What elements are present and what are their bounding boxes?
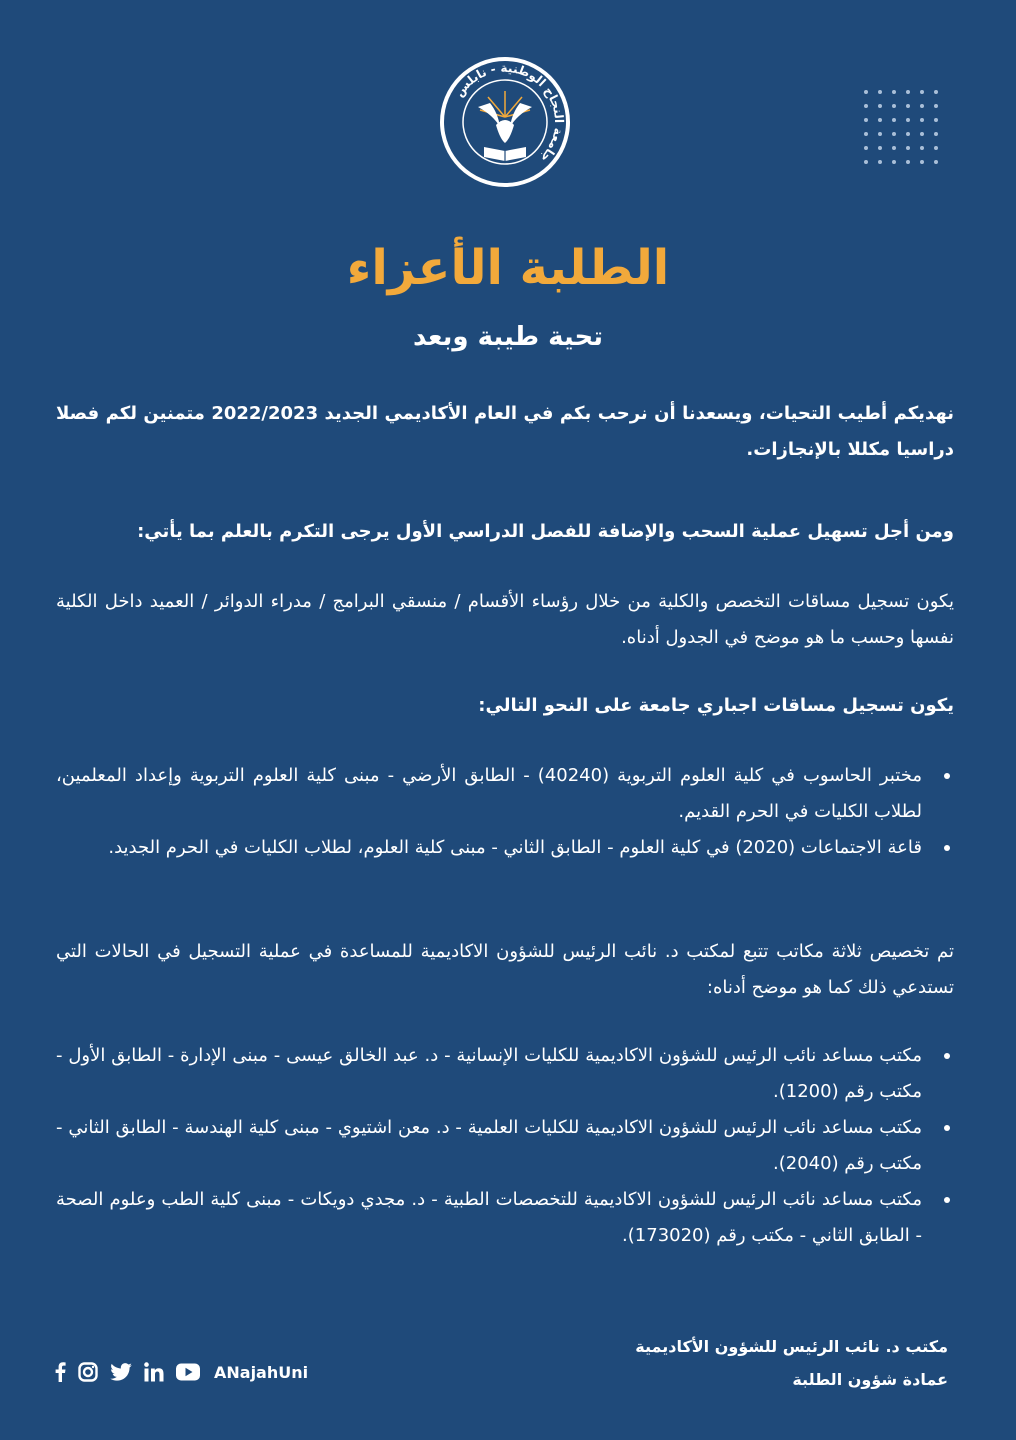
facebook-icon[interactable]	[54, 1361, 66, 1383]
signature-line-office: مكتب د. نائب الرئيس للشؤون الأكاديمية	[635, 1337, 948, 1356]
youtube-icon[interactable]	[176, 1361, 200, 1383]
signature-line-deanship: عمادة شؤون الطلبة	[792, 1370, 948, 1389]
list-item: قاعة الاجتماعات (2020) في كلية العلوم - الطابق الثاني - مبنى كلية العلوم، لطلاب الكليات في الحرم الجديد.	[56, 830, 922, 866]
list-item: مختبر الحاسوب في كلية العلوم التربوية (40240) - الطابق الأرضي - مبنى كلية العلوم التربوية وإعداد المعلمين، لطلاب الكليات في الحرم القديم.	[56, 758, 922, 830]
mandatory-heading: يكون تسجيل مساقات اجباري جامعة على النحو التالي:	[478, 695, 954, 716]
page-title: الطلبة الأعزاء	[346, 240, 670, 296]
offices-list	[56, 1038, 954, 1254]
list-item: مكتب مساعد نائب الرئيس للشؤون الاكاديمية للكليات العلمية - د. معن اشتيوي - مبنى كلية الهندسة - الطابق الثاني - مكتب رقم (2040).	[56, 1110, 922, 1182]
twitter-icon[interactable]	[110, 1361, 132, 1383]
mandatory-list	[56, 758, 954, 866]
intro-paragraph: نهديكم أطيب التحيات، ويسعدنا أن نرحب بكم في العام الأكاديمي الجديد 2022/2023 متمنين لكم فصلا دراسيا مكللا بالإنجازات.	[56, 403, 954, 460]
note-heading: ومن أجل تسهيل عملية السحب والإضافة للفصل الدراسي الأول يرجى التكرم بالعلم بما يأتي:	[137, 521, 954, 542]
university-seal-logo	[438, 55, 572, 189]
list-item: مكتب مساعد نائب الرئيس للشؤون الاكاديمية للكليات الإنسانية - د. عبد الخالق عيسى - مبنى الإدارة - الطابق الأول - مكتب رقم (1200).	[56, 1038, 922, 1110]
signature-block	[635, 1330, 948, 1396]
registration-paragraph: يكون تسجيل مساقات التخصص والكلية من خلال رؤساء الأقسام / منسقي البرامج / مدراء الدوائر / العميد داخل الكلية نفسها وحسب ما هو موضح في الجدول أدناه.	[56, 591, 954, 648]
svg-text:جامعة النجاح الوطنية - نابلس: جامعة النجاح الوطنية - نابلس	[451, 60, 567, 166]
offices-paragraph: تم تخصيص ثلاثة مكاتب تتبع لمكتب د. نائب الرئيس للشؤون الاكاديمية للمساعدة في عملية التسجيل في الحالات التي تستدعي ذلك كما هو موضح أدناه:	[56, 941, 954, 998]
list-item: مكتب مساعد نائب الرئيس للشؤون الاكاديمية للتخصصات الطبية - د. مجدي دويكات - مبنى كلية الطب وعلوم الصحة - الطابق الثاني - مكتب رقم (173020).	[56, 1182, 922, 1254]
decorative-dot-grid	[862, 88, 942, 168]
instagram-icon[interactable]	[78, 1361, 98, 1383]
social-links	[54, 1360, 308, 1384]
linkedin-icon[interactable]	[144, 1361, 164, 1383]
greeting-subtitle: تحية طيبة وبعد	[412, 322, 604, 352]
social-handle[interactable]: ANajahUni	[214, 1362, 309, 1382]
